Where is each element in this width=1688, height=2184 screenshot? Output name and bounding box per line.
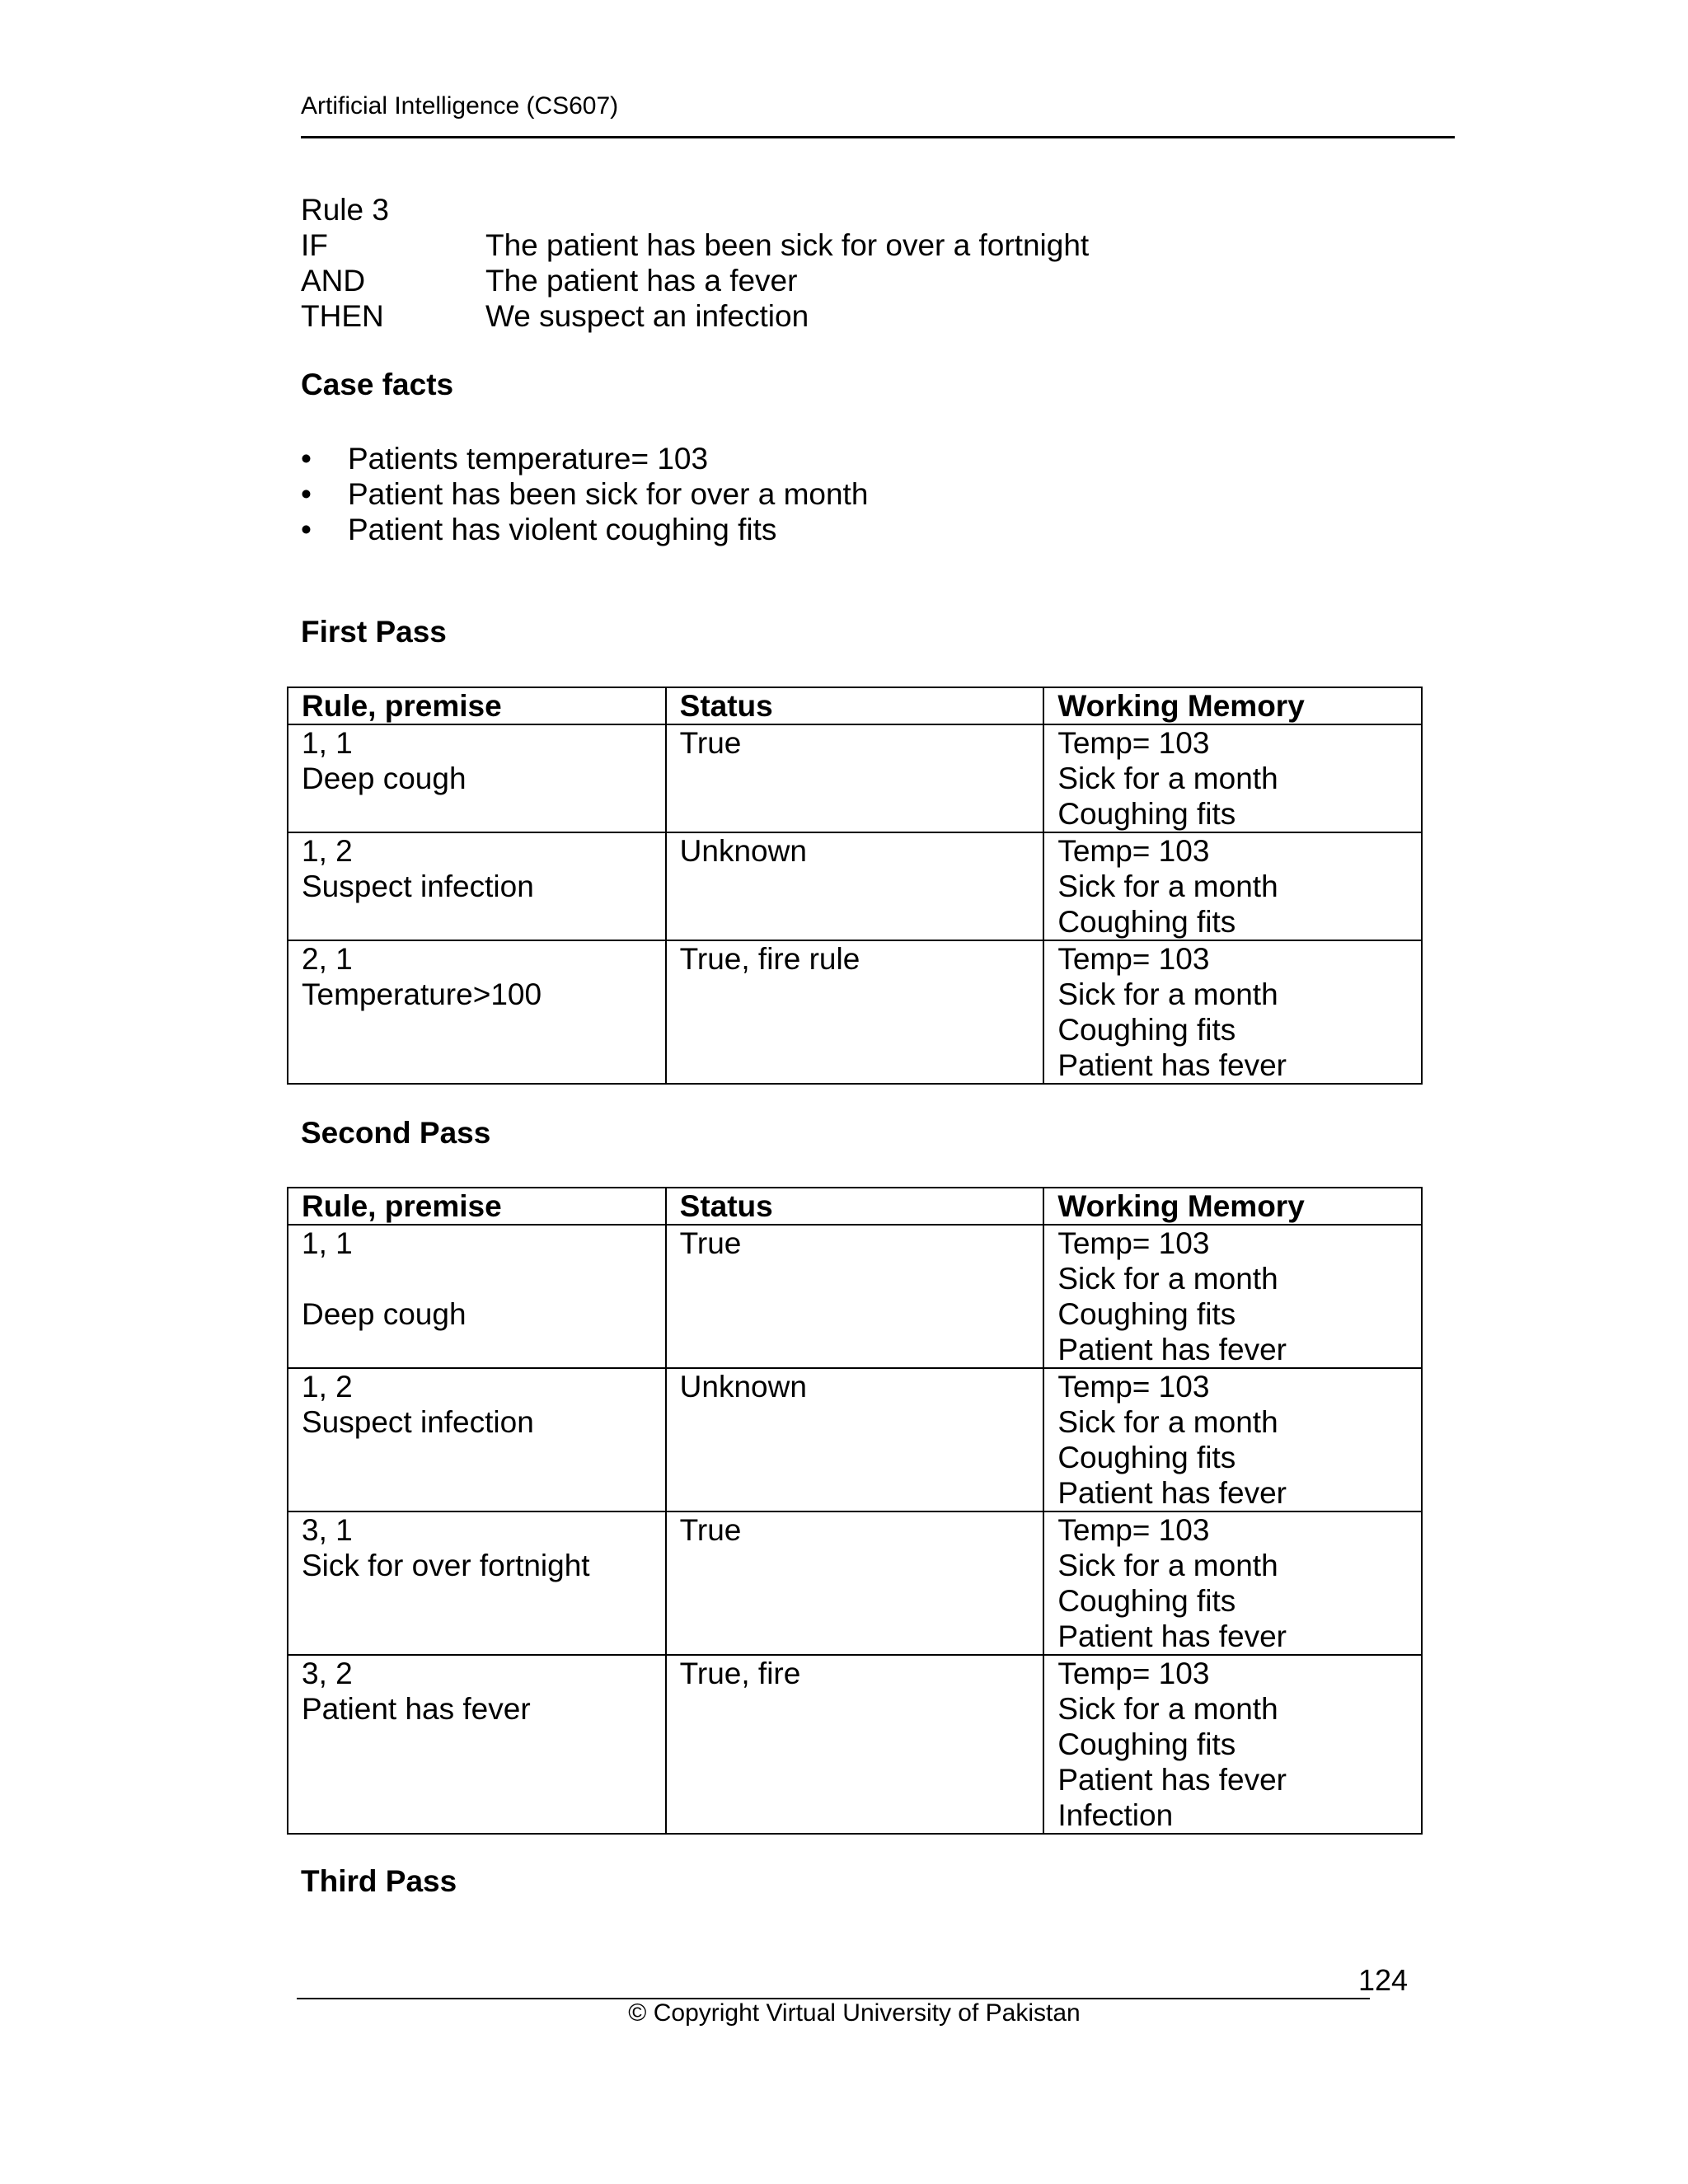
bullet-icon: • (301, 477, 312, 511)
rule-premise-text: Patient has fever (302, 1692, 531, 1726)
status-text: True (679, 1513, 742, 1547)
memory-fact: Temp= 103 (1057, 942, 1210, 976)
list-item-text: Patient has violent coughing fits (348, 513, 777, 546)
copyright-notice: © Copyright Virtual University of Pakistan (628, 1999, 1081, 2027)
list-item-text: Patients temperature= 103 (348, 442, 709, 476)
bullet-icon: • (301, 442, 312, 476)
column-header-rule: Rule, premise (288, 687, 666, 724)
rule-keyword: IF (301, 228, 328, 262)
memory-fact: Temp= 103 (1057, 1370, 1210, 1404)
status-cell (666, 1655, 1044, 1834)
table-row (288, 1655, 1422, 1834)
memory-fact: Sick for a month (1057, 977, 1278, 1011)
memory-fact: Patient has fever (1057, 1333, 1287, 1366)
list-item (301, 476, 868, 512)
table-row (288, 1368, 1422, 1511)
table-row (288, 1225, 1422, 1368)
rule-keyword: AND (301, 264, 366, 298)
list-item (301, 512, 868, 547)
working-memory-cell (1043, 724, 1422, 832)
second-pass-heading: Second Pass (301, 1116, 491, 1150)
column-header-memory: Working Memory (1043, 1188, 1422, 1225)
rule-premise-cell (288, 940, 666, 1084)
rule-premise-number: 1, 1 (302, 1226, 353, 1260)
rule-3-title-text: Rule 3 (301, 193, 389, 227)
memory-fact: Coughing fits (1057, 1441, 1236, 1474)
column-header-memory: Working Memory (1043, 687, 1422, 724)
memory-fact: Infection (1057, 1798, 1174, 1832)
column-header-rule: Rule, premise (288, 1188, 666, 1225)
bullet-icon: • (301, 513, 312, 546)
rule-keyword: THEN (301, 299, 384, 333)
rule-premise-number: 3, 1 (302, 1513, 353, 1547)
list-item-text: Patient has been sick for over a month (348, 477, 869, 511)
memory-fact: Sick for a month (1057, 1692, 1278, 1726)
status-cell (666, 1368, 1044, 1511)
status-cell (666, 724, 1044, 832)
table-row (288, 724, 1422, 832)
memory-fact: Temp= 103 (1057, 834, 1210, 868)
memory-fact: Sick for a month (1057, 762, 1278, 795)
table-row (288, 1511, 1422, 1655)
rule-premise-text: Suspect infection (302, 869, 534, 903)
first-pass-table (287, 687, 1423, 1085)
memory-fact: Patient has fever (1057, 1048, 1287, 1082)
table-row (288, 832, 1422, 940)
case-facts-list (301, 441, 868, 547)
rule-premise-cell (288, 724, 666, 832)
memory-fact: Coughing fits (1057, 1727, 1236, 1761)
rule-premise-number: 1, 1 (302, 726, 353, 760)
working-memory-cell (1043, 940, 1422, 1084)
working-memory-cell (1043, 1655, 1422, 1834)
working-memory-cell (1043, 1511, 1422, 1655)
memory-fact: Sick for a month (1057, 1262, 1278, 1296)
memory-fact: Coughing fits (1057, 1584, 1236, 1618)
column-header-status: Status (666, 687, 1044, 724)
memory-fact: Patient has fever (1057, 1619, 1287, 1653)
memory-fact: Sick for a month (1057, 1549, 1278, 1582)
status-text: True (679, 1226, 742, 1260)
memory-fact: Temp= 103 (1057, 1513, 1210, 1547)
rule-3-then-line (301, 298, 1089, 334)
status-text: Unknown (679, 1370, 807, 1404)
second-pass-table (287, 1187, 1423, 1835)
rule-premise-cell (288, 1368, 666, 1511)
table-row (288, 940, 1422, 1084)
rule-premise-cell (288, 1511, 666, 1655)
first-pass-heading: First Pass (301, 615, 447, 649)
status-text: True, fire rule (679, 942, 860, 976)
rule-premise-number: 2, 1 (302, 942, 353, 976)
rule-conclusion: We suspect an infection (485, 299, 809, 333)
list-item (301, 441, 868, 476)
table-header-row (288, 1188, 1422, 1225)
memory-fact: Temp= 103 (1057, 726, 1210, 760)
status-text: True (679, 726, 742, 760)
rule-premise-text: Suspect infection (302, 1405, 534, 1439)
memory-fact: Coughing fits (1057, 1297, 1236, 1331)
table-header-row (288, 687, 1422, 724)
rule-premise-text: Deep cough (302, 762, 467, 795)
memory-fact: Coughing fits (1057, 797, 1236, 831)
memory-fact: Sick for a month (1057, 869, 1278, 903)
memory-fact: Coughing fits (1057, 905, 1236, 939)
rule-3-and-line (301, 263, 1089, 298)
memory-fact: Sick for a month (1057, 1405, 1278, 1439)
rule-premise-number: 3, 2 (302, 1657, 353, 1690)
running-header: Artificial Intelligence (CS607) (301, 92, 619, 120)
memory-fact: Temp= 103 (1057, 1657, 1210, 1690)
status-cell (666, 832, 1044, 940)
third-pass-heading: Third Pass (301, 1864, 457, 1898)
column-header-status: Status (666, 1188, 1044, 1225)
status-cell (666, 1511, 1044, 1655)
memory-fact: Patient has fever (1057, 1763, 1287, 1797)
working-memory-cell (1043, 1225, 1422, 1368)
status-text: True, fire (679, 1657, 801, 1690)
rule-premise-number: 1, 2 (302, 1370, 353, 1404)
rule-premise-text: Temperature>100 (302, 977, 542, 1011)
rule-3-title (301, 192, 1089, 227)
rule-premise-number: 1, 2 (302, 834, 353, 868)
memory-fact: Coughing fits (1057, 1013, 1236, 1047)
status-cell (666, 940, 1044, 1084)
status-text: Unknown (679, 834, 807, 868)
rule-3-if-line (301, 227, 1089, 263)
header-divider (301, 136, 1455, 138)
memory-fact: Temp= 103 (1057, 1226, 1210, 1260)
memory-fact: Patient has fever (1057, 1476, 1287, 1510)
rule-3-block (301, 192, 1089, 334)
rule-premise-text: Deep cough (302, 1297, 467, 1331)
rule-condition: The patient has a fever (485, 264, 798, 298)
rule-premise-cell (288, 832, 666, 940)
case-facts-heading: Case facts (301, 368, 454, 401)
rule-premise-cell (288, 1655, 666, 1834)
status-cell (666, 1225, 1044, 1368)
working-memory-cell (1043, 832, 1422, 940)
working-memory-cell (1043, 1368, 1422, 1511)
rule-premise-text: Sick for over fortnight (302, 1549, 590, 1582)
rule-premise-cell (288, 1225, 666, 1368)
blank-line (302, 1261, 652, 1296)
rule-condition: The patient has been sick for over a fortnight (485, 228, 1090, 262)
page-number: 124 (1358, 1963, 1409, 1997)
